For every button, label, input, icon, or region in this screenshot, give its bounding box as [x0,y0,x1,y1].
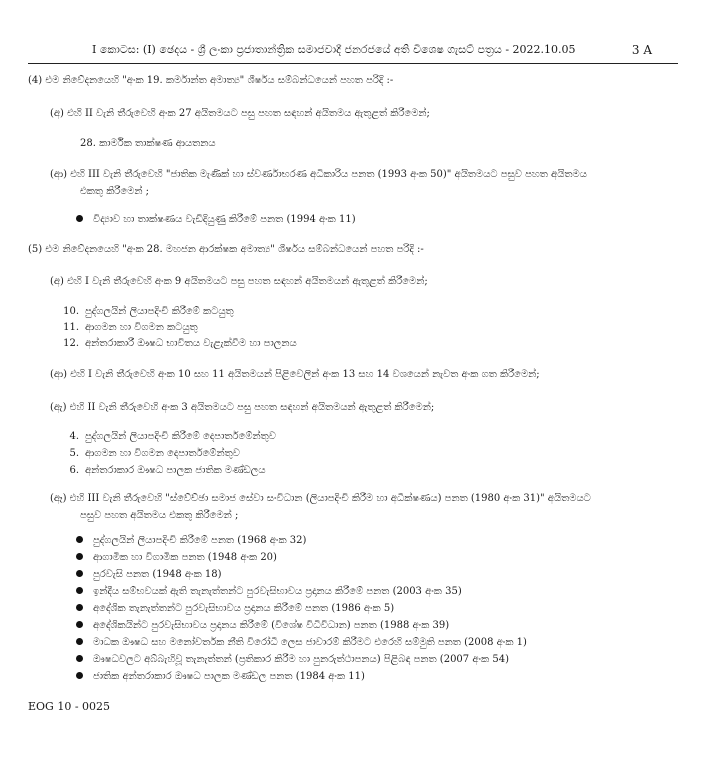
section-4-a: (අ) එහි II වැනි තීරුවෙහි අංක 27 අයිතමයට පසු පහත සඳහන් අයිතමය ඇතුළත් කිරීමෙන්; [50,108,430,119]
section-4-a-item: 28. කාර්මික තාක්ෂණ ආයතනය [80,138,216,149]
section-4-b-cont: එකතු කිරීමෙන් ; [80,186,150,197]
bullet-icon [76,587,83,594]
list-item: 10. පුද්ගලයින් ලියාපදිංචි කිරීමේ කටයුතු [63,306,234,317]
bullet-icon [76,672,83,679]
bullet-icon [76,215,83,222]
bullet-icon [76,621,83,628]
section-5-a: (අ) එහි I වැනි තීරුවෙහි අංක 9 අයිතමයට පසු පහත සඳහන් අයිතමයන් ඇතුළත් කිරීමෙන්; [50,276,428,287]
section-4-b: (ආ) එහි III වැනි තීරුවෙහි "ජාතික මැණික් හා ස්වර්ණාභරණ අධිකාරිය පනත (1993 අංක 50)" අයිතමයට පසුව පහත අයිතමය [50,169,587,180]
list-item: 11. ආගමන හා විගමන කටයුතු [63,322,198,333]
section-5-c: (ඇ) එහි II වැනි තීරුවෙහි අංක 3 අයිතමයට පසු පහත සඳහන් අයිතමයන් ඇතුළත් කිරීමෙන්; [50,402,435,413]
bullet-icon [76,553,83,560]
list-item: 5. ආගමන හා විගමන දෙපාර්තමේන්තුව [69,448,240,459]
list-item: ඖෂධවලට අබ්බැහිවූ තැනැත්තන් (ප්‍රතිකාර කිරීම හා පුනරුත්ථාපනය) පිළිබඳ පනත (2007 අංක 54) [76,654,509,665]
list-item: අදේශිකයින්ට පුරවැසිභාවය ප්‍රදානය කිරීමේ (විශේෂ විධිවිධාන) පනත (1988 අංක 39) [76,620,449,631]
page-header [92,41,652,59]
header-rule [28,63,678,64]
bullet-icon [76,638,83,645]
list-item: මාධක ඖෂධ සහ මනෝවර්තක නීති විරෝධී ලෙස ජාවාරම් කිරීමට එරෙහි සම්මුති පනත (2008 අංක 1) [76,637,527,648]
section-5-heading: (5) එම නිවේදනයෙහි "අංක 28. මහජන ආරක්ෂක අමාත්‍ය" ශීර්ෂය සම්බන්ධයෙන් පහත පරිදි :- [28,244,424,255]
bullet-icon [76,655,83,662]
list-item: ඉන්දීය සම්භවයක් ඇති තැනැත්තන්ට පුරවැසිභාවය ප්‍රදානය කිරීමේ පනත (2003 අංක 35) [76,586,462,597]
section-5-b: (ආ) එහි I වැනි තීරුවෙහි අංක 10 සහ 11 අයිතමයන් පිළිවෙලින් අංක 13 සහ 14 වශයෙන් නැවත අංක ගත කිරීමෙන්; [50,369,540,380]
bullet-icon [76,570,83,577]
list-item: ජාතික අන්තරාකාර ඖෂධ පාලක මණ්ඩල පනත (1984 අංක 11) [76,671,365,682]
section-5-d: (ඈ) එහි III වැනි තීරුවෙහි "ස්වේච්ඡා සමාජ සේවා සංවිධාන (ලියාපදිංචි කිරීම හා අධීක්ෂණය) පනත (1980 අංක 31)" අයිතමයට [50,493,591,504]
list-item: 4. පුද්ගලයින් ලියාපදිංචි කිරීමේ දෙපාර්තමේන්තුව [69,431,276,442]
section-5-d-cont: පසුව පහත අයිතමය එකතු කිරීමෙන් ; [80,510,239,521]
list-item: 6. අන්තරාකාර ඖෂධ පාලක ජාතික මණ්ඩලය [69,465,266,476]
bullet-icon [76,604,83,611]
list-item: පුද්ගලයින් ලියාපදිංචි කිරීමේ පනත (1968 අංක 32) [76,535,306,546]
list-item: පුරවැසි පනත (1948 අංක 18) [76,569,222,580]
section-4-heading: (4) එම නිවේදනයෙහි "අංක 19. කර්මාන්ත අමාත්‍ය" ශීර්ෂය සම්බන්ධයෙන් පහත පරිදි :- [28,75,394,86]
page-number: 3 A [631,43,652,57]
list-item: අදේශික තැනැත්තන්ට පුරවැසිභාවය ප්‍රදානය කිරීමේ පනත (1986 අංක 5) [76,603,394,614]
footer-code: EOG 10 - 0025 [28,700,111,713]
header-title: I කොටස: (I) ඡෙදය - ශ්‍රී ලංකා ප්‍රජාතාන්ත්‍රික සමාජවාදී ජනරජයේ අති විශෙෂ ගැසට් පත්‍රය - 2022.10.05 [92,43,576,56]
list-item: 12. අන්තරාකාරී ඖෂධ භාවිතය වැළැක්වීම හා පාලනය [63,338,297,349]
list-item: ආගාමික හා විගාමික පනත (1948 අංක 20) [76,552,277,563]
bullet-icon [76,536,83,543]
list-item: විද්‍යාව හා තාක්ෂණය වැඩිදියුණු කිරීමේ පනත (1994 අංක 11) [76,214,356,225]
